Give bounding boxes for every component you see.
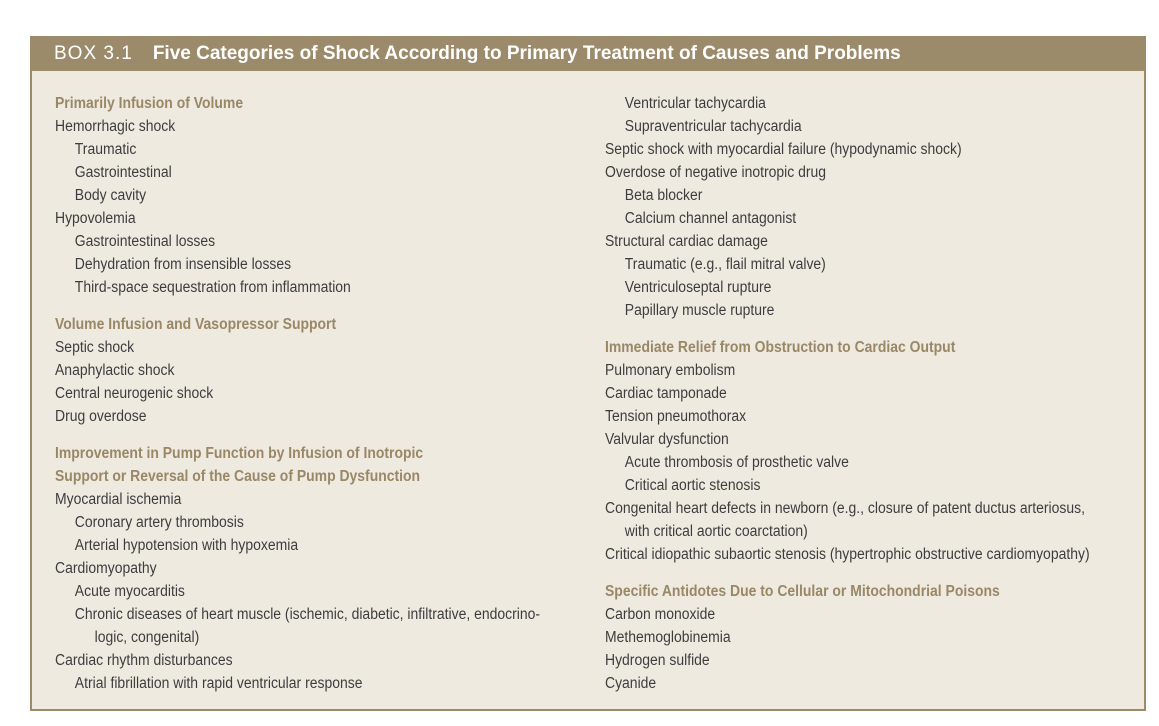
list-item: Carbon monoxide [604,606,715,623]
list-item: Beta blocker [624,187,702,204]
list-item: Anaphylactic shock [55,362,175,379]
list-item: Cardiac tamponade [604,385,727,402]
list-item: Calcium channel antagonist [624,210,796,227]
list-item: Arterial hypotension with hypoxemia [74,537,299,554]
box-title: Five Categories of Shock According to Primary Treatment of Causes and Problems [152,42,901,64]
list-item: Traumatic [74,141,137,158]
list-item: Supraventricular tachycardia [624,118,802,135]
section-heading: Improvement in Pump Function by Infusion of Inotropic [55,445,424,462]
list-item: Cardiomyopathy [55,560,157,577]
list-item: Critical aortic stenosis [624,477,760,494]
list-item: Myocardial ischemia [55,491,182,508]
list-item: Coronary artery thrombosis [74,514,244,531]
section [605,92,1131,322]
list-item: Overdose of negative inotropic drug [604,164,826,181]
list-item: Critical idiopathic subaortic stenosis (hypertrophic obstructive cardiomyopathy) [604,546,1090,563]
list-item: Cyanide [604,675,656,692]
section-heading: Immediate Relief from Obstruction to Cardiac Output [604,339,955,356]
list-item: Acute myocarditis [74,583,185,600]
list-item: Septic shock with myocardial failure (hypodynamic shock) [604,141,962,158]
list-item: Methemoglobinemia [604,629,731,646]
list-item: Dehydration from insensible losses [74,256,292,273]
section [55,313,581,428]
list-item: Central neurogenic shock [55,385,214,402]
list-item: Acute thrombosis of prosthetic valve [624,454,849,471]
section-heading: Volume Infusion and Vasopressor Support [55,316,337,333]
list-item: logic, congenital) [94,629,200,646]
list-item: Traumatic (e.g., flail mitral valve) [624,256,826,273]
two-column-layout [55,92,1130,695]
section-heading: Support or Reversal of the Cause of Pump Dysfunction [55,468,421,485]
list-item: Pulmonary embolism [604,362,735,379]
list-item: Chronic diseases of heart muscle (ischemic, diabetic, infiltrative, endocrino- [74,606,541,623]
list-item: Gastrointestinal losses [74,233,216,250]
box-body [30,71,1146,711]
list-item: Septic shock [55,339,135,356]
list-item: Third-space sequestration from inflammation [74,279,351,296]
section-heading: Primarily Infusion of Volume [55,95,244,112]
list-item: Valvular dysfunction [604,431,729,448]
list-item: Ventricular tachycardia [624,95,766,112]
column-left [55,92,581,695]
section [55,442,581,695]
list-item: Hemorrhagic shock [55,118,176,135]
column-right [605,92,1131,695]
column-right-content [605,92,1131,695]
list-item: Atrial fibrillation with rapid ventricular response [74,675,363,692]
section [605,580,1131,695]
list-item: Gastrointestinal [74,164,172,181]
list-item: Drug overdose [55,408,147,425]
section-heading: Specific Antidotes Due to Cellular or Mitochondrial Poisons [604,583,1000,600]
column-left-content [55,92,581,695]
section [605,336,1131,566]
shock-categories-box [30,36,1146,711]
list-item: Body cavity [74,187,147,204]
list-item: Ventriculoseptal rupture [624,279,771,296]
list-item: Tension pneumothorax [604,408,746,425]
list-item: Papillary muscle rupture [624,302,774,319]
list-item: Structural cardiac damage [604,233,768,250]
list-item: Cardiac rhythm disturbances [55,652,233,669]
list-item: with critical aortic coarctation) [624,523,808,540]
box-header-bar [30,36,1146,71]
list-item: Hydrogen sulfide [604,652,710,669]
list-item: Hypovolemia [55,210,136,227]
box-number-label: BOX 3.1 [54,42,133,64]
section [55,92,581,299]
list-item: Congenital heart defects in newborn (e.g., closure of patent ductus arteriosus, [604,500,1085,517]
